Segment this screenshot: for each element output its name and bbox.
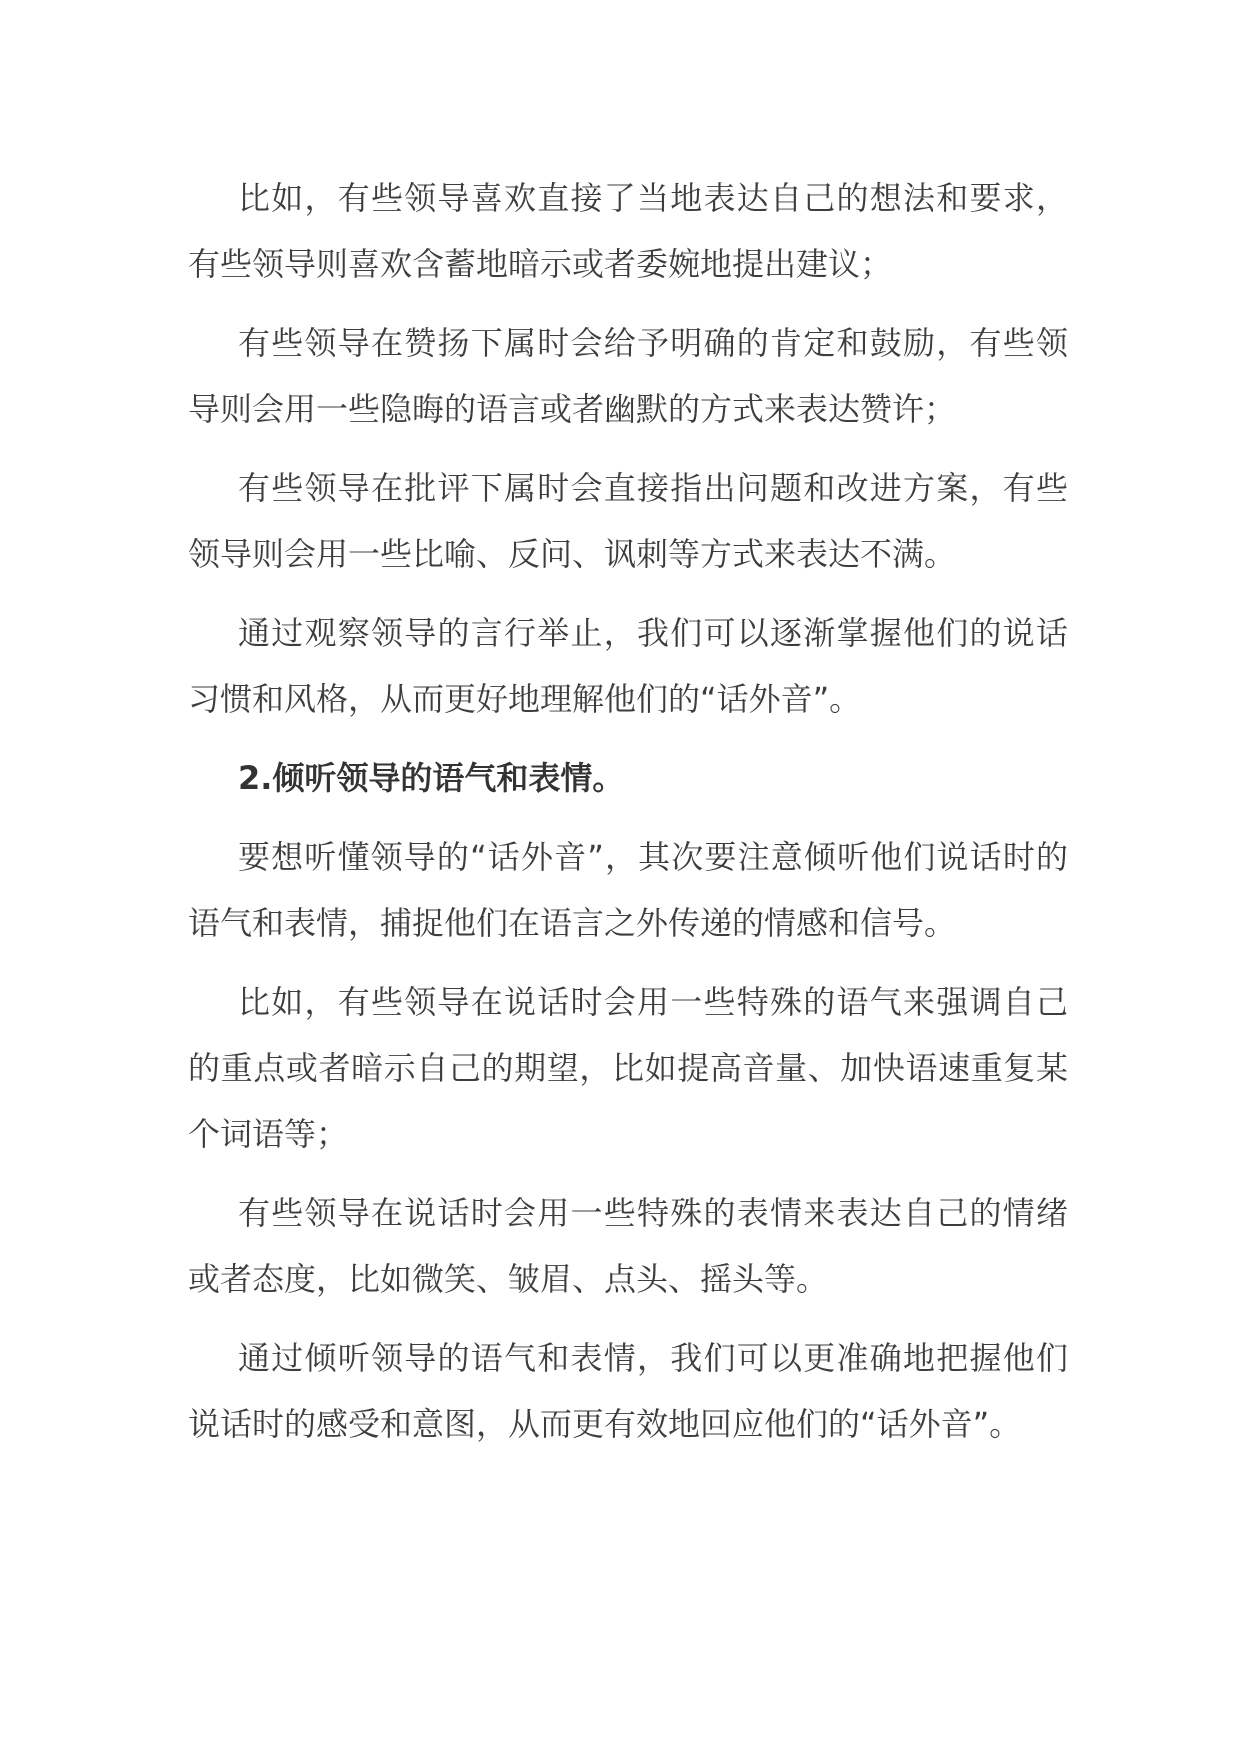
paragraph-praise: 有些领导在赞扬下属时会给予明确的肯定和鼓励，有些领导则会用一些隐晦的语言或者幽默的方式来表达赞许； [188,324,1068,428]
paragraph-observe-summary: 通过观察领导的言行举止，我们可以逐渐掌握他们的说话习惯和风格，从而更好地理解他们的“话外音”。 [188,614,1068,718]
paragraph-listen-intro: 要想听懂领导的“话外音”，其次要注意倾听他们说话时的语气和表情，捕捉他们在语言之外传递的情感和信号。 [188,838,1068,942]
paragraph-leader-styles: 比如，有些领导喜欢直接了当地表达自己的想法和要求，有些领导则喜欢含蓄地暗示或者委婉地提出建议； [188,179,1068,283]
paragraph-tone-examples: 比如，有些领导在说话时会用一些特殊的语气来强调自己的重点或者暗示自己的期望，比如提高音量、加快语速重复某个词语等； [188,983,1068,1153]
section-heading: 2.倾听领导的语气和表情。 [238,759,625,797]
paragraph-expression-examples: 有些领导在说话时会用一些特殊的表情来表达自己的情绪或者态度，比如微笑、皱眉、点头、摇头等。 [188,1194,1068,1298]
paragraph-listen-summary: 通过倾听领导的语气和表情，我们可以更准确地把握他们说话时的感受和意图，从而更有效地回应他们的“话外音”。 [188,1339,1068,1443]
paragraph-criticism: 有些领导在批评下属时会直接指出问题和改进方案，有些领导则会用一些比喻、反问、讽刺等方式来表达不满。 [188,469,1068,573]
document-body [188,165,1068,1470]
